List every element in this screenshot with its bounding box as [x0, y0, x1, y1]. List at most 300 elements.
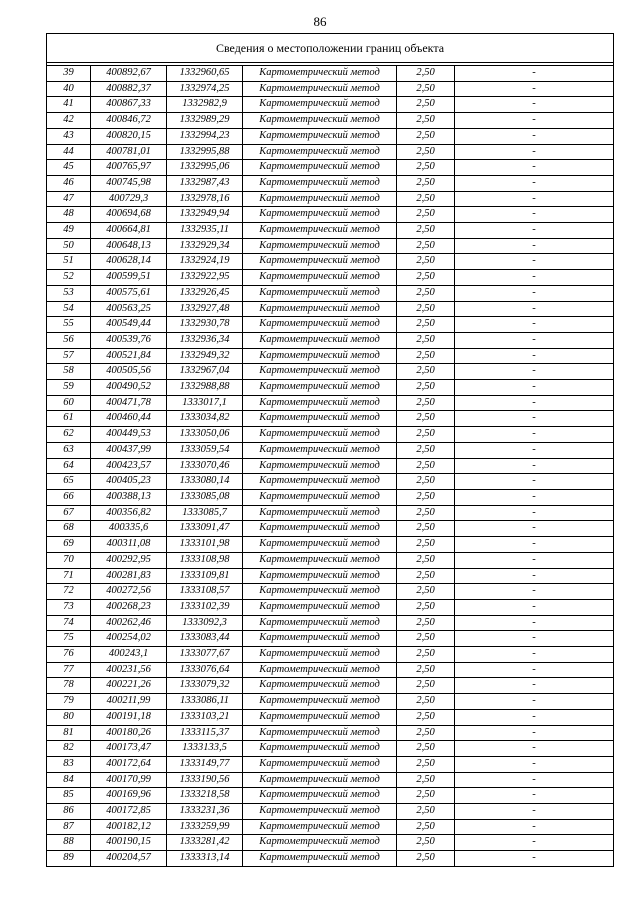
point-number-cell: 46: [47, 175, 91, 191]
y-coordinate-cell: 1332978,16: [167, 191, 243, 207]
point-number-cell: 70: [47, 552, 91, 568]
x-coordinate-cell: 400191,18: [91, 709, 167, 725]
table-row: [47, 191, 614, 207]
boundary-table: [46, 33, 614, 867]
table-row: [47, 537, 614, 553]
description-cell: -: [455, 772, 614, 788]
x-coordinate-cell: 400820,15: [91, 128, 167, 144]
description-cell: -: [455, 521, 614, 537]
method-cell: Картометрический метод: [243, 662, 397, 678]
description-cell: -: [455, 332, 614, 348]
x-coordinate-cell: 400172,85: [91, 804, 167, 820]
x-coordinate-cell: 400268,23: [91, 599, 167, 615]
accuracy-cell: 2,50: [397, 364, 455, 380]
y-coordinate-cell: 1333231,36: [167, 804, 243, 820]
x-coordinate-cell: 400867,33: [91, 97, 167, 113]
accuracy-cell: 2,50: [397, 741, 455, 757]
y-coordinate-cell: 1332949,32: [167, 348, 243, 364]
point-number-cell: 75: [47, 631, 91, 647]
table-row: [47, 489, 614, 505]
y-coordinate-cell: 1333085,08: [167, 489, 243, 505]
point-number-cell: 64: [47, 458, 91, 474]
accuracy-cell: 2,50: [397, 772, 455, 788]
description-cell: -: [455, 694, 614, 710]
description-cell: -: [455, 395, 614, 411]
table-row: [47, 411, 614, 427]
point-number-cell: 39: [47, 66, 91, 82]
y-coordinate-cell: 1333059,54: [167, 442, 243, 458]
table-row: [47, 458, 614, 474]
x-coordinate-cell: 400182,12: [91, 819, 167, 835]
x-coordinate-cell: 400190,15: [91, 835, 167, 851]
table-row: [47, 835, 614, 851]
description-cell: -: [455, 442, 614, 458]
point-number-cell: 72: [47, 584, 91, 600]
y-coordinate-cell: 1333079,32: [167, 678, 243, 694]
point-number-cell: 79: [47, 694, 91, 710]
description-cell: -: [455, 631, 614, 647]
method-cell: Картометрический метод: [243, 442, 397, 458]
point-number-cell: 69: [47, 537, 91, 553]
description-cell: -: [455, 364, 614, 380]
method-cell: Картометрический метод: [243, 332, 397, 348]
accuracy-cell: 2,50: [397, 709, 455, 725]
x-coordinate-cell: 400272,56: [91, 584, 167, 600]
method-cell: Картометрический метод: [243, 427, 397, 443]
description-cell: -: [455, 788, 614, 804]
y-coordinate-cell: 1333218,58: [167, 788, 243, 804]
table-row: [47, 694, 614, 710]
x-coordinate-cell: 400423,57: [91, 458, 167, 474]
point-number-cell: 86: [47, 804, 91, 820]
accuracy-cell: 2,50: [397, 285, 455, 301]
x-coordinate-cell: 400729,3: [91, 191, 167, 207]
table-title: Сведения о местоположении границ объекта: [47, 34, 614, 63]
point-number-cell: 74: [47, 615, 91, 631]
accuracy-cell: 2,50: [397, 537, 455, 553]
accuracy-cell: 2,50: [397, 505, 455, 521]
method-cell: Картометрический метод: [243, 175, 397, 191]
description-cell: -: [455, 756, 614, 772]
x-coordinate-cell: 400765,97: [91, 160, 167, 176]
point-number-cell: 77: [47, 662, 91, 678]
x-coordinate-cell: 400694,68: [91, 207, 167, 223]
description-cell: -: [455, 568, 614, 584]
y-coordinate-cell: 1333190,56: [167, 772, 243, 788]
point-number-cell: 44: [47, 144, 91, 160]
description-cell: -: [455, 584, 614, 600]
description-cell: -: [455, 505, 614, 521]
point-number-cell: 49: [47, 223, 91, 239]
accuracy-cell: 2,50: [397, 207, 455, 223]
table-row: [47, 301, 614, 317]
y-coordinate-cell: 1332994,23: [167, 128, 243, 144]
point-number-cell: 45: [47, 160, 91, 176]
method-cell: Картометрический метод: [243, 647, 397, 663]
accuracy-cell: 2,50: [397, 662, 455, 678]
description-cell: -: [455, 804, 614, 820]
y-coordinate-cell: 1333281,42: [167, 835, 243, 851]
description-cell: -: [455, 238, 614, 254]
description-cell: -: [455, 427, 614, 443]
x-coordinate-cell: 400471,78: [91, 395, 167, 411]
table-row: [47, 113, 614, 129]
y-coordinate-cell: 1332967,04: [167, 364, 243, 380]
x-coordinate-cell: 400292,95: [91, 552, 167, 568]
x-coordinate-cell: 400169,96: [91, 788, 167, 804]
accuracy-cell: 2,50: [397, 427, 455, 443]
point-number-cell: 71: [47, 568, 91, 584]
table-row: [47, 317, 614, 333]
point-number-cell: 80: [47, 709, 91, 725]
point-number-cell: 56: [47, 332, 91, 348]
y-coordinate-cell: 1332989,29: [167, 113, 243, 129]
accuracy-cell: 2,50: [397, 474, 455, 490]
table-row: [47, 819, 614, 835]
description-cell: -: [455, 851, 614, 867]
point-number-cell: 87: [47, 819, 91, 835]
y-coordinate-cell: 1333086,11: [167, 694, 243, 710]
accuracy-cell: 2,50: [397, 442, 455, 458]
y-coordinate-cell: 1332935,11: [167, 223, 243, 239]
table-row: [47, 285, 614, 301]
point-number-cell: 40: [47, 81, 91, 97]
table-row: [47, 474, 614, 490]
x-coordinate-cell: 400180,26: [91, 725, 167, 741]
table-row: [47, 144, 614, 160]
x-coordinate-cell: 400204,57: [91, 851, 167, 867]
table-row: [47, 615, 614, 631]
x-coordinate-cell: 400549,44: [91, 317, 167, 333]
accuracy-cell: 2,50: [397, 97, 455, 113]
point-number-cell: 51: [47, 254, 91, 270]
accuracy-cell: 2,50: [397, 631, 455, 647]
x-coordinate-cell: 400311,08: [91, 537, 167, 553]
y-coordinate-cell: 1332922,95: [167, 270, 243, 286]
table-row: [47, 442, 614, 458]
x-coordinate-cell: 400243,1: [91, 647, 167, 663]
y-coordinate-cell: 1333259,99: [167, 819, 243, 835]
description-cell: -: [455, 301, 614, 317]
point-number-cell: 60: [47, 395, 91, 411]
x-coordinate-cell: 400405,23: [91, 474, 167, 490]
description-cell: -: [455, 489, 614, 505]
table-row: [47, 756, 614, 772]
description-cell: -: [455, 191, 614, 207]
description-cell: -: [455, 615, 614, 631]
y-coordinate-cell: 1333115,37: [167, 725, 243, 741]
boundary-table-frame: [46, 33, 613, 867]
description-cell: -: [455, 144, 614, 160]
description-cell: -: [455, 741, 614, 757]
table-row: [47, 584, 614, 600]
table-row: [47, 364, 614, 380]
table-row: [47, 568, 614, 584]
point-number-cell: 52: [47, 270, 91, 286]
table-row: [47, 348, 614, 364]
point-number-cell: 89: [47, 851, 91, 867]
method-cell: Картометрический метод: [243, 207, 397, 223]
accuracy-cell: 2,50: [397, 615, 455, 631]
accuracy-cell: 2,50: [397, 458, 455, 474]
x-coordinate-cell: 400664,81: [91, 223, 167, 239]
point-number-cell: 58: [47, 364, 91, 380]
y-coordinate-cell: 1332974,25: [167, 81, 243, 97]
y-coordinate-cell: 1332960,65: [167, 66, 243, 82]
method-cell: Картометрический метод: [243, 348, 397, 364]
method-cell: Картометрический метод: [243, 317, 397, 333]
point-number-cell: 82: [47, 741, 91, 757]
method-cell: Картометрический метод: [243, 301, 397, 317]
accuracy-cell: 2,50: [397, 851, 455, 867]
description-cell: -: [455, 725, 614, 741]
point-number-cell: 47: [47, 191, 91, 207]
y-coordinate-cell: 1333108,57: [167, 584, 243, 600]
accuracy-cell: 2,50: [397, 678, 455, 694]
accuracy-cell: 2,50: [397, 223, 455, 239]
description-cell: -: [455, 411, 614, 427]
y-coordinate-cell: 1332995,06: [167, 160, 243, 176]
accuracy-cell: 2,50: [397, 521, 455, 537]
method-cell: Картометрический метод: [243, 804, 397, 820]
table-row: [47, 270, 614, 286]
description-cell: -: [455, 113, 614, 129]
point-number-cell: 48: [47, 207, 91, 223]
method-cell: Картометрический метод: [243, 285, 397, 301]
method-cell: Картометрический метод: [243, 113, 397, 129]
table-row: [47, 332, 614, 348]
accuracy-cell: 2,50: [397, 756, 455, 772]
y-coordinate-cell: 1333070,46: [167, 458, 243, 474]
description-cell: -: [455, 97, 614, 113]
table-row: [47, 725, 614, 741]
method-cell: Картометрический метод: [243, 835, 397, 851]
x-coordinate-cell: 400563,25: [91, 301, 167, 317]
table-row: [47, 647, 614, 663]
point-number-cell: 63: [47, 442, 91, 458]
y-coordinate-cell: 1333103,21: [167, 709, 243, 725]
description-cell: -: [455, 207, 614, 223]
accuracy-cell: 2,50: [397, 599, 455, 615]
method-cell: Картометрический метод: [243, 474, 397, 490]
y-coordinate-cell: 1333083,44: [167, 631, 243, 647]
accuracy-cell: 2,50: [397, 411, 455, 427]
y-coordinate-cell: 1332982,9: [167, 97, 243, 113]
y-coordinate-cell: 1333313,14: [167, 851, 243, 867]
method-cell: Картометрический метод: [243, 364, 397, 380]
point-number-cell: 54: [47, 301, 91, 317]
method-cell: Картометрический метод: [243, 458, 397, 474]
method-cell: Картометрический метод: [243, 631, 397, 647]
point-number-cell: 50: [47, 238, 91, 254]
description-cell: -: [455, 285, 614, 301]
point-number-cell: 41: [47, 97, 91, 113]
accuracy-cell: 2,50: [397, 552, 455, 568]
y-coordinate-cell: 1333091,47: [167, 521, 243, 537]
accuracy-cell: 2,50: [397, 380, 455, 396]
x-coordinate-cell: 400628,14: [91, 254, 167, 270]
point-number-cell: 88: [47, 835, 91, 851]
table-row: [47, 804, 614, 820]
table-row: [47, 709, 614, 725]
method-cell: Картометрический метод: [243, 741, 397, 757]
point-number-cell: 76: [47, 647, 91, 663]
table-row: [47, 380, 614, 396]
method-cell: Картометрический метод: [243, 819, 397, 835]
y-coordinate-cell: 1332927,48: [167, 301, 243, 317]
point-number-cell: 81: [47, 725, 91, 741]
y-coordinate-cell: 1332930,78: [167, 317, 243, 333]
method-cell: Картометрический метод: [243, 81, 397, 97]
accuracy-cell: 2,50: [397, 160, 455, 176]
x-coordinate-cell: 400231,56: [91, 662, 167, 678]
x-coordinate-cell: 400173,47: [91, 741, 167, 757]
x-coordinate-cell: 400505,56: [91, 364, 167, 380]
table-row: [47, 678, 614, 694]
method-cell: Картометрический метод: [243, 521, 397, 537]
accuracy-cell: 2,50: [397, 835, 455, 851]
point-number-cell: 66: [47, 489, 91, 505]
table-title-row: [47, 34, 614, 63]
description-cell: -: [455, 223, 614, 239]
x-coordinate-cell: 400211,99: [91, 694, 167, 710]
method-cell: Картометрический метод: [243, 709, 397, 725]
x-coordinate-cell: 400460,44: [91, 411, 167, 427]
y-coordinate-cell: 1333076,64: [167, 662, 243, 678]
method-cell: Картометрический метод: [243, 678, 397, 694]
method-cell: Картометрический метод: [243, 489, 397, 505]
x-coordinate-cell: 400846,72: [91, 113, 167, 129]
point-number-cell: 67: [47, 505, 91, 521]
accuracy-cell: 2,50: [397, 804, 455, 820]
x-coordinate-cell: 400449,53: [91, 427, 167, 443]
method-cell: Картометрический метод: [243, 725, 397, 741]
accuracy-cell: 2,50: [397, 113, 455, 129]
method-cell: Картометрический метод: [243, 772, 397, 788]
page-number: 86: [313, 14, 327, 29]
y-coordinate-cell: 1333133,5: [167, 741, 243, 757]
table-row: [47, 505, 614, 521]
y-coordinate-cell: 1333102,39: [167, 599, 243, 615]
table-row: [47, 741, 614, 757]
accuracy-cell: 2,50: [397, 254, 455, 270]
description-cell: -: [455, 160, 614, 176]
point-number-cell: 78: [47, 678, 91, 694]
table-row: [47, 427, 614, 443]
point-number-cell: 42: [47, 113, 91, 129]
table-row: [47, 599, 614, 615]
x-coordinate-cell: 400648,13: [91, 238, 167, 254]
table-row: [47, 788, 614, 804]
method-cell: Картометрический метод: [243, 223, 397, 239]
y-coordinate-cell: 1332924,19: [167, 254, 243, 270]
accuracy-cell: 2,50: [397, 81, 455, 97]
x-coordinate-cell: 400356,82: [91, 505, 167, 521]
method-cell: Картометрический метод: [243, 788, 397, 804]
point-number-cell: 55: [47, 317, 91, 333]
y-coordinate-cell: 1333092,3: [167, 615, 243, 631]
point-number-cell: 61: [47, 411, 91, 427]
point-number-cell: 43: [47, 128, 91, 144]
table-row: [47, 631, 614, 647]
y-coordinate-cell: 1333149,77: [167, 756, 243, 772]
table-row: [47, 521, 614, 537]
method-cell: Картометрический метод: [243, 615, 397, 631]
description-cell: -: [455, 709, 614, 725]
x-coordinate-cell: 400172,64: [91, 756, 167, 772]
y-coordinate-cell: 1333017,1: [167, 395, 243, 411]
method-cell: Картометрический метод: [243, 144, 397, 160]
method-cell: Картометрический метод: [243, 66, 397, 82]
y-coordinate-cell: 1333109,81: [167, 568, 243, 584]
point-number-cell: 84: [47, 772, 91, 788]
y-coordinate-cell: 1332929,34: [167, 238, 243, 254]
method-cell: Картометрический метод: [243, 238, 397, 254]
description-cell: -: [455, 175, 614, 191]
table-row: [47, 851, 614, 867]
table-row: [47, 662, 614, 678]
table-row: [47, 238, 614, 254]
point-number-cell: 53: [47, 285, 91, 301]
accuracy-cell: 2,50: [397, 788, 455, 804]
method-cell: Картометрический метод: [243, 270, 397, 286]
table-row: [47, 81, 614, 97]
x-coordinate-cell: 400254,02: [91, 631, 167, 647]
description-cell: -: [455, 819, 614, 835]
table-row: [47, 175, 614, 191]
y-coordinate-cell: 1333080,14: [167, 474, 243, 490]
method-cell: Картометрический метод: [243, 395, 397, 411]
accuracy-cell: 2,50: [397, 317, 455, 333]
accuracy-cell: 2,50: [397, 270, 455, 286]
method-cell: Картометрический метод: [243, 128, 397, 144]
point-number-cell: 83: [47, 756, 91, 772]
method-cell: Картометрический метод: [243, 851, 397, 867]
x-coordinate-cell: 400437,99: [91, 442, 167, 458]
accuracy-cell: 2,50: [397, 238, 455, 254]
y-coordinate-cell: 1333034,82: [167, 411, 243, 427]
point-number-cell: 57: [47, 348, 91, 364]
x-coordinate-cell: 400521,84: [91, 348, 167, 364]
accuracy-cell: 2,50: [397, 128, 455, 144]
description-cell: -: [455, 662, 614, 678]
x-coordinate-cell: 400335,6: [91, 521, 167, 537]
method-cell: Картометрический метод: [243, 599, 397, 615]
y-coordinate-cell: 1332995,88: [167, 144, 243, 160]
y-coordinate-cell: 1333101,98: [167, 537, 243, 553]
method-cell: Картометрический метод: [243, 537, 397, 553]
table-row: [47, 66, 614, 82]
x-coordinate-cell: 400221,26: [91, 678, 167, 694]
y-coordinate-cell: 1333108,98: [167, 552, 243, 568]
x-coordinate-cell: 400539,76: [91, 332, 167, 348]
accuracy-cell: 2,50: [397, 395, 455, 411]
accuracy-cell: 2,50: [397, 647, 455, 663]
method-cell: Картометрический метод: [243, 411, 397, 427]
table-row: [47, 395, 614, 411]
description-cell: -: [455, 380, 614, 396]
accuracy-cell: 2,50: [397, 175, 455, 191]
description-cell: -: [455, 128, 614, 144]
x-coordinate-cell: 400781,01: [91, 144, 167, 160]
description-cell: -: [455, 835, 614, 851]
method-cell: Картометрический метод: [243, 584, 397, 600]
point-number-cell: 62: [47, 427, 91, 443]
y-coordinate-cell: 1333085,7: [167, 505, 243, 521]
table-row: [47, 772, 614, 788]
accuracy-cell: 2,50: [397, 694, 455, 710]
x-coordinate-cell: 400388,13: [91, 489, 167, 505]
